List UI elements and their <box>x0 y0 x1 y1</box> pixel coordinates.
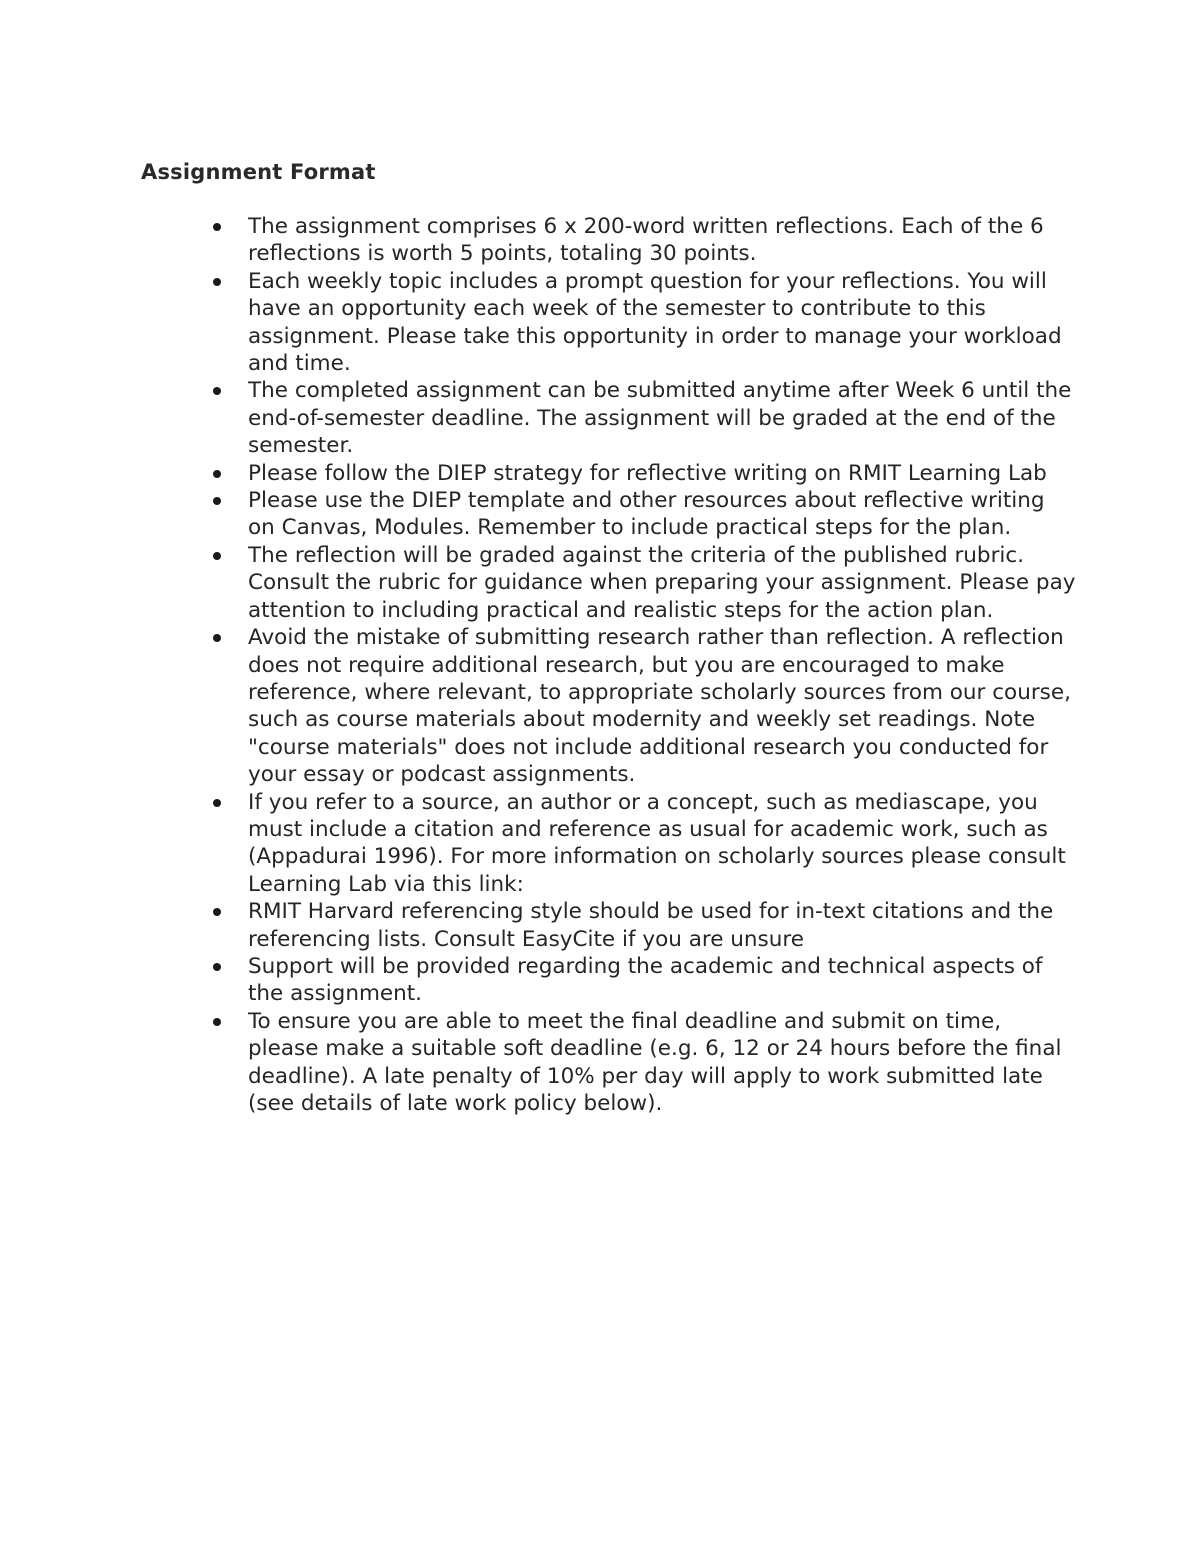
bullet-icon <box>213 799 221 807</box>
list-item-text: To ensure you are able to meet the final deadline and submit on time, please make a suitable soft deadline (e.g. 6, 12 or 24 hours before the final deadline). A late penalty of 10% per day will apply to work submitted late (see details of late work policy below). <box>248 1008 1062 1116</box>
list-item-text: Support will be provided regarding the academic and technical aspects of the assignment. <box>248 953 1043 1007</box>
list-item-text: The reflection will be graded against the criteria of the published rubric. Consult the rubric for guidance when preparing your assignment. Please pay attention to including practical and realistic steps for the action plan. <box>248 542 1076 623</box>
bullet-list <box>248 213 1078 1117</box>
bullet-icon <box>213 387 221 395</box>
bullet-icon <box>213 963 221 971</box>
list-item-text: Avoid the mistake of submitting research rather than reflection. A reflection does not require additional research, but you are encouraged to make reference, where relevant, to appropriate scholarly sources from our course, such as course materials about modernity and weekly set readings. Note "course materials" does not include additional research you conducted for your essay or podcast assignments. <box>248 625 1071 788</box>
section-heading: Assignment Format <box>141 160 376 184</box>
bullet-icon <box>213 1018 221 1026</box>
list-item <box>248 789 1078 899</box>
list-item <box>248 460 1078 487</box>
list-item-text: Please follow the DIEP strategy for reflective writing on RMIT Learning Lab <box>248 460 1047 486</box>
bullet-icon <box>213 634 221 642</box>
list-item <box>248 268 1078 378</box>
list-item-text: The completed assignment can be submitted anytime after Week 6 until the end-of-semester deadline. The assignment will be graded at the end of the semester. <box>248 378 1072 459</box>
list-item <box>248 898 1078 953</box>
list-item-text: Please use the DIEP template and other resources about reflective writing on Canvas, Modules. Remember to include practical steps for the plan. <box>248 488 1045 541</box>
list-item <box>248 377 1078 459</box>
list-item-text: RMIT Harvard referencing style should be used for in-text citations and the referencing lists. Consult EasyCite if you are unsure <box>248 899 1054 952</box>
bullet-icon <box>213 497 221 505</box>
list-item <box>248 953 1078 1008</box>
list-item <box>248 487 1078 542</box>
list-item <box>248 1008 1078 1118</box>
list-item <box>248 213 1078 268</box>
list-item-text: If you refer to a source, an author or a concept, such as mediascape, you must include a citation and reference as usual for academic work, such as (Appadurai 1996). For more information on scholarly sources please consult Learning Lab via this link: <box>248 789 1066 897</box>
bullet-icon <box>213 908 221 916</box>
list-item <box>248 542 1078 624</box>
bullet-icon <box>213 470 221 478</box>
bullet-icon <box>213 552 221 560</box>
list-item <box>248 624 1078 788</box>
list-item-text: Each weekly topic includes a prompt question for your reflections. You will have an opportunity each week of the semester to contribute to this assignment. Please take this opportunity in order to manage your workload and time. <box>248 268 1062 377</box>
bullet-icon <box>213 278 221 286</box>
list-item-text: The assignment comprises 6 x 200-word written reflections. Each of the 6 reflections is worth 5 points, totaling 30 points. <box>248 214 1044 267</box>
bullet-icon <box>213 223 221 231</box>
